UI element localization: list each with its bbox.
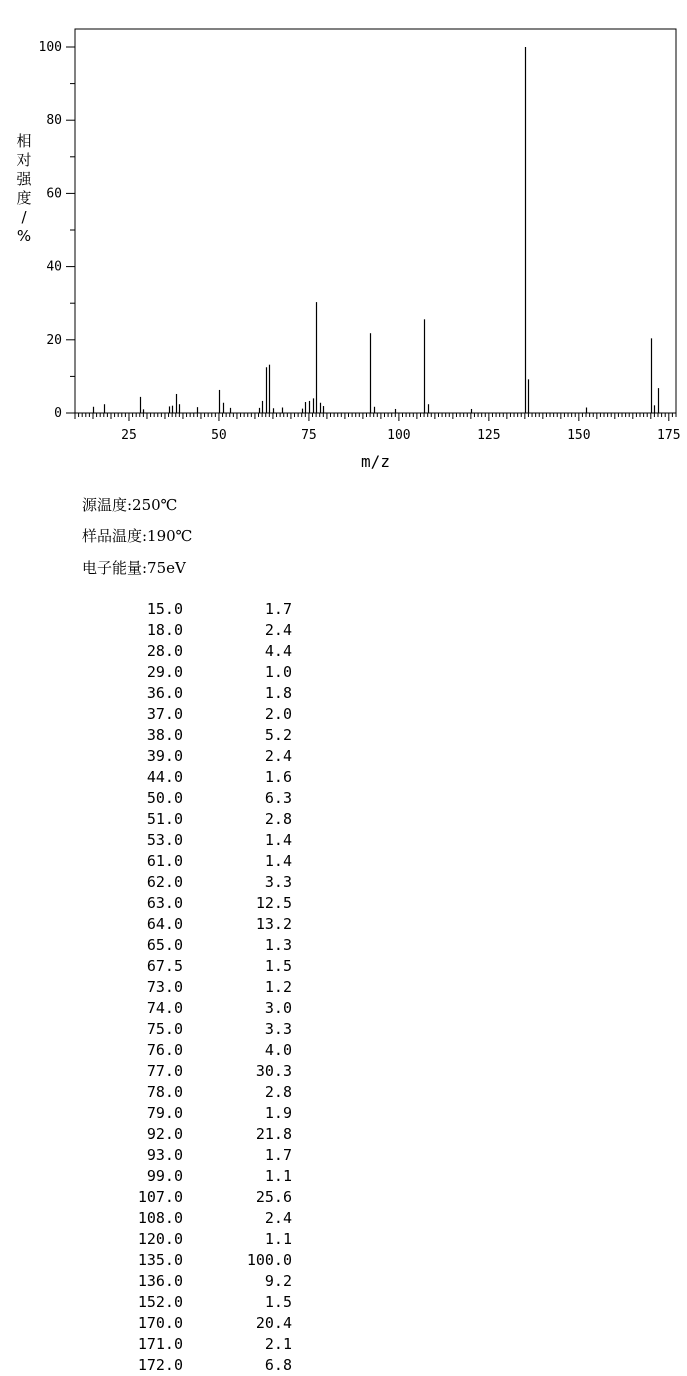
mz-value: 135.0 [137, 1251, 183, 1269]
mz-value: 51.0 [146, 810, 183, 828]
intensity-value: 1.7 [264, 1146, 292, 1164]
table-row [0, 746, 320, 767]
table-row [0, 914, 320, 935]
intensity-value: 2.4 [264, 747, 292, 765]
x-tick-label: 25 [121, 428, 137, 443]
intensity-value: 4.0 [264, 1041, 292, 1059]
mz-value: 67.5 [146, 957, 183, 975]
mz-value: 62.0 [146, 873, 183, 891]
x-tick-label: 50 [211, 428, 227, 443]
intensity-value: 1.0 [264, 663, 292, 681]
y-tick-label: 60 [46, 186, 62, 202]
mz-value: 92.0 [146, 1125, 183, 1143]
table-row [0, 620, 320, 641]
mz-value: 93.0 [146, 1146, 183, 1164]
table-row [0, 641, 320, 662]
intensity-value: 30.3 [255, 1062, 292, 1080]
x-axis-label: m/z [361, 452, 390, 471]
intensity-value: 1.1 [264, 1167, 292, 1185]
mz-value: 78.0 [146, 1083, 183, 1101]
mz-value: 107.0 [137, 1188, 183, 1206]
intensity-value: 1.8 [264, 684, 292, 702]
table-row [0, 1208, 320, 1229]
table-row [0, 683, 320, 704]
intensity-value: 12.5 [255, 894, 292, 912]
x-tick-label: 75 [301, 428, 317, 443]
intensity-value: 1.9 [264, 1104, 292, 1122]
intensity-value: 6.3 [264, 789, 292, 807]
intensity-value: 5.2 [264, 726, 292, 744]
intensity-value: 20.4 [255, 1314, 292, 1332]
intensity-value: 4.4 [264, 642, 292, 660]
mz-value: 172.0 [137, 1356, 183, 1374]
x-tick-label: 100 [387, 428, 411, 443]
peak-table [0, 599, 320, 1376]
sample-temperature: 样品温度:190℃ [82, 527, 193, 545]
y-tick-label: 20 [46, 332, 62, 348]
table-row [0, 977, 320, 998]
mz-value: 170.0 [137, 1314, 183, 1332]
intensity-value: 2.0 [264, 705, 292, 723]
x-tick-label: 150 [567, 428, 591, 443]
table-row [0, 1187, 320, 1208]
table-row [0, 1271, 320, 1292]
electron-energy: 电子能量:75eV [82, 559, 186, 577]
intensity-value: 1.1 [264, 1230, 292, 1248]
plot-frame [75, 29, 676, 413]
table-row [0, 956, 320, 977]
mz-value: 15.0 [146, 600, 183, 618]
intensity-value: 1.4 [264, 831, 292, 849]
intensity-value: 21.8 [255, 1125, 292, 1143]
table-row [0, 830, 320, 851]
table-row [0, 599, 320, 620]
mz-value: 61.0 [146, 852, 183, 870]
table-row [0, 1082, 320, 1103]
x-tick-label: 175 [657, 428, 681, 443]
intensity-value: 2.1 [264, 1335, 292, 1353]
intensity-value: 3.3 [264, 1020, 292, 1038]
source-temperature: 源温度:250℃ [82, 496, 178, 514]
table-row [0, 1124, 320, 1145]
mz-value: 38.0 [146, 726, 183, 744]
intensity-value: 3.0 [264, 999, 292, 1017]
y-axis-label: 相对强度/ % [16, 132, 32, 245]
table-row [0, 1103, 320, 1124]
table-row [0, 1334, 320, 1355]
table-row [0, 704, 320, 725]
table-row [0, 872, 320, 893]
mz-value: 50.0 [146, 789, 183, 807]
mz-value: 64.0 [146, 915, 183, 933]
mz-value: 76.0 [146, 1041, 183, 1059]
mz-value: 75.0 [146, 1020, 183, 1038]
intensity-value: 9.2 [264, 1272, 292, 1290]
intensity-value: 100.0 [246, 1251, 292, 1269]
mz-value: 44.0 [146, 768, 183, 786]
table-row [0, 1166, 320, 1187]
table-row [0, 1019, 320, 1040]
mz-value: 53.0 [146, 831, 183, 849]
table-row [0, 935, 320, 956]
table-row [0, 1145, 320, 1166]
mz-value: 136.0 [137, 1272, 183, 1290]
intensity-value: 1.2 [264, 978, 292, 996]
y-tick-label: 0 [54, 406, 62, 421]
mz-value: 120.0 [137, 1230, 183, 1248]
mz-value: 36.0 [146, 684, 183, 702]
mz-value: 74.0 [146, 999, 183, 1017]
table-row [0, 893, 320, 914]
mz-value: 28.0 [146, 642, 183, 660]
mz-value: 108.0 [137, 1209, 183, 1227]
y-tick-label: 80 [46, 113, 62, 129]
table-row [0, 851, 320, 872]
mz-value: 65.0 [146, 936, 183, 954]
x-tick-label: 125 [477, 428, 501, 443]
intensity-value: 2.8 [264, 1083, 292, 1101]
y-tick-label: 100 [38, 40, 62, 55]
mass-spectrum-chart [0, 0, 687, 480]
table-row [0, 1313, 320, 1334]
intensity-value: 25.6 [255, 1188, 292, 1206]
intensity-value: 1.5 [264, 1293, 292, 1311]
table-row [0, 1250, 320, 1271]
intensity-value: 13.2 [255, 915, 292, 933]
table-row [0, 1292, 320, 1313]
y-tick-label: 40 [46, 259, 62, 275]
table-row [0, 998, 320, 1019]
mz-value: 39.0 [146, 747, 183, 765]
mz-value: 171.0 [137, 1335, 183, 1353]
table-row [0, 788, 320, 809]
table-row [0, 1040, 320, 1061]
table-row [0, 809, 320, 830]
intensity-value: 2.8 [264, 810, 292, 828]
intensity-value: 6.8 [264, 1356, 292, 1374]
table-row [0, 1229, 320, 1250]
intensity-value: 1.4 [264, 852, 292, 870]
table-row [0, 767, 320, 788]
table-row [0, 662, 320, 683]
mz-value: 37.0 [146, 705, 183, 723]
intensity-value: 2.4 [264, 621, 292, 639]
intensity-value: 1.6 [264, 768, 292, 786]
mz-value: 63.0 [146, 894, 183, 912]
mz-value: 73.0 [146, 978, 183, 996]
mz-value: 79.0 [146, 1104, 183, 1122]
table-row [0, 725, 320, 746]
table-row [0, 1061, 320, 1082]
mz-value: 77.0 [146, 1062, 183, 1080]
mz-value: 152.0 [137, 1293, 183, 1311]
mz-value: 29.0 [146, 663, 183, 681]
intensity-value: 2.4 [264, 1209, 292, 1227]
intensity-value: 1.3 [264, 936, 292, 954]
table-row [0, 1355, 320, 1376]
mz-value: 18.0 [146, 621, 183, 639]
intensity-value: 1.7 [264, 600, 292, 618]
mz-value: 99.0 [146, 1167, 183, 1185]
intensity-value: 1.5 [264, 957, 292, 975]
intensity-value: 3.3 [264, 873, 292, 891]
